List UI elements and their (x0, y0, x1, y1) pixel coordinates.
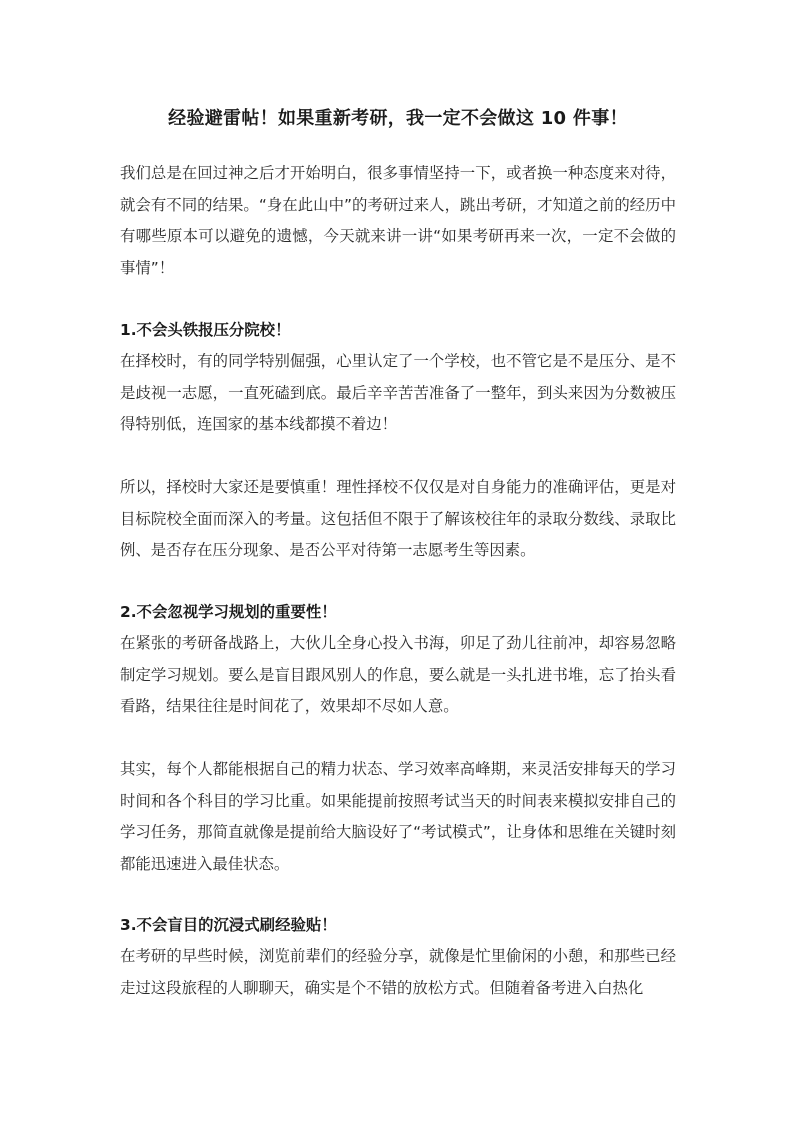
section-3-heading: 3.不会盲目的沉浸式刷经验贴！ (120, 916, 337, 934)
section-2-heading: 2.不会忽视学习规划的重要性！ (120, 603, 337, 621)
page-title: 经验避雷帖！如果重新考研，我一定不会做这 10 件事！ (168, 108, 628, 129)
section-2-paragraph-1: 在紧张的考研备战路上，大伙儿全身心投入书海，卯足了劲儿往前冲，却容易忽略制定学习规划。要么是盲目跟风别人的作息，要么就是一头扎进书堆，忘了抬头看看路，结果往往是时间花了，效果却不尽如人意。 (120, 634, 676, 715)
intro-paragraph: 我们总是在回过神之后才开始明白，很多事情坚持一下，或者换一种态度来对待，就会有不同的结果。“身在此山中”的考研过来人，跳出考研，才知道之前的经历中有哪些原本可以避免的遗憾，今天就来讲一讲“如果考研再来一次，一定不会做的事情”！ (120, 164, 676, 277)
section-1-paragraph-2: 所以，择校时大家还是要慎重！理性择校不仅仅是对自身能力的准确评估，更是对目标院校全面而深入的考量。这包括但不限于了解该校往年的录取分数线、录取比例、是否存在压分现象、是否公平对待第一志愿考生等因素。 (120, 478, 676, 559)
section-3-paragraph-1: 在考研的早些时候，浏览前辈们的经验分享，就像是忙里偷闲的小憩，和那些已经走过这段旅程的人聊聊天，确实是个不错的放松方式。但随着备考进入白热化 (120, 947, 676, 997)
section-1-paragraph-1: 在择校时，有的同学特别倔强，心里认定了一个学校，也不管它是不是压分、是不是歧视一志愿，一直死磕到底。最后辛辛苦苦准备了一整年，到头来因为分数被压得特别低，连国家的基本线都摸不着边！ (120, 352, 676, 433)
section-1-heading: 1.不会头铁报压分院校！ (120, 321, 291, 339)
section-2-paragraph-2: 其实，每个人都能根据自己的精力状态、学习效率高峰期，来灵活安排每天的学习时间和各个科目的学习比重。如果能提前按照考试当天的时间表来模拟安排自己的学习任务，那简直就像是提前给大脑设好了“考试模式”，让身体和思维在关键时刻都能迅速进入最佳状态。 (120, 760, 676, 873)
